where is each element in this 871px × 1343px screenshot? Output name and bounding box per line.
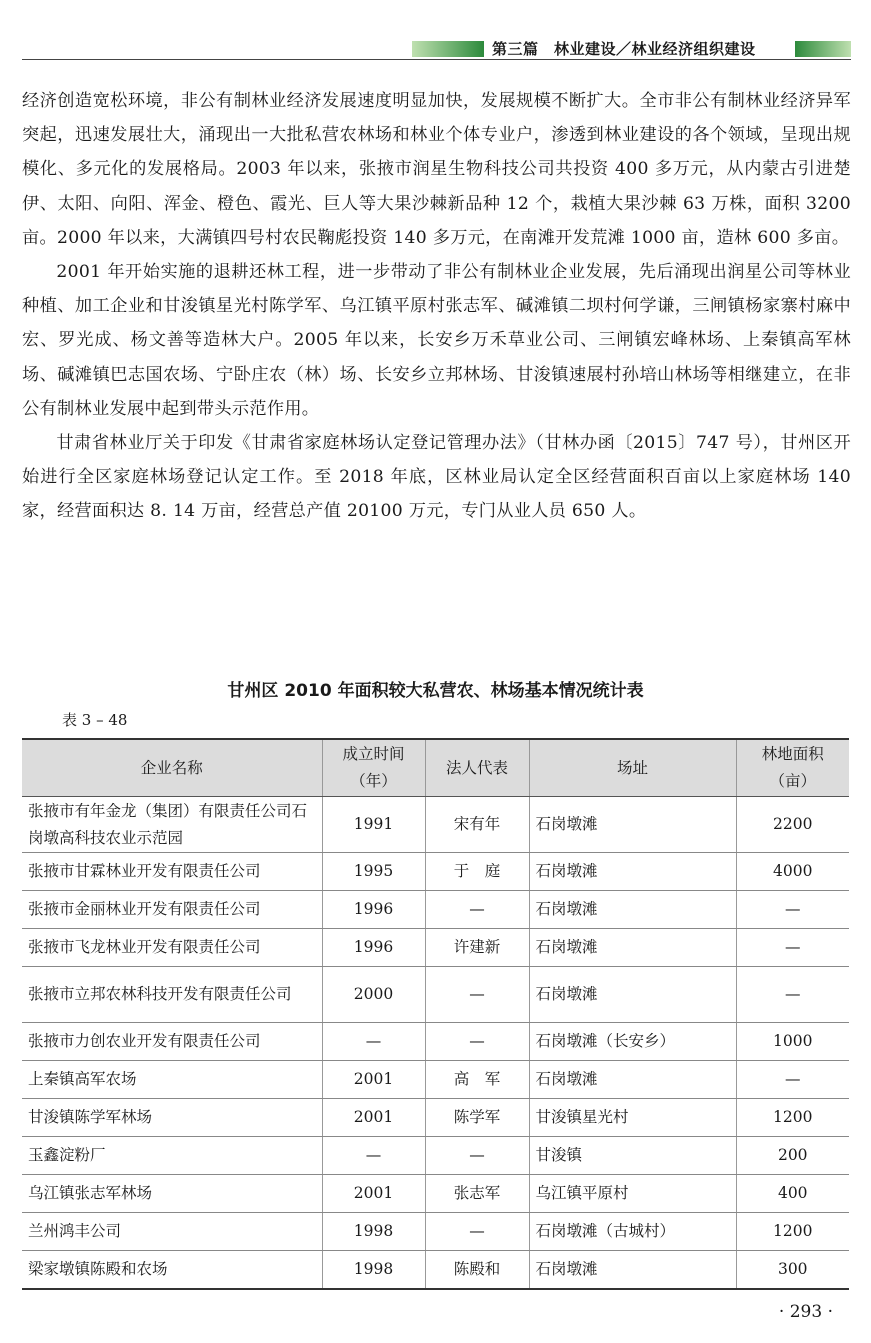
- table-row: 张掖市立邦农林科技开发有限责任公司 2000 — 石岗墩滩 —: [22, 967, 849, 1023]
- statistics-table: [22, 738, 849, 1290]
- header-decor-bar-right: [795, 41, 851, 57]
- table-row: 张掖市有年金龙（集团）有限责任公司石岗墩高科技农业示范园 1991 宋有年 石岗墩滩 2200: [22, 797, 849, 853]
- col-header-rep: 法人代表: [425, 739, 529, 797]
- paragraph-3: 甘肃省林业厅关于印发《甘肃省家庭林场认定登记管理办法》（甘林办函〔2015〕747 号），甘州区开始进行全区家庭林场登记认定工作。至 2018 年底，区林业局认定全区经营面积百亩以上家庭林场 140 家，经营面积达 8. 14 万亩，经营总产值 20100 万元，专门从业人员 650 人。: [22, 433, 851, 522]
- table-number: 表 3 – 48: [62, 711, 128, 729]
- table-row: 梁家墩镇陈殿和农场 1998 陈殿和 石岗墩滩 300: [22, 1251, 849, 1290]
- header-decor-bar-left: [412, 41, 484, 57]
- table-row: 张掖市飞龙林业开发有限责任公司 1996 许建新 石岗墩滩 —: [22, 929, 849, 967]
- table-row: 甘浚镇陈学军林场 2001 陈学军 甘浚镇星光村 1200: [22, 1099, 849, 1137]
- table-row: 上秦镇高军农场 2001 高 军 石岗墩滩 —: [22, 1061, 849, 1099]
- paragraph-2: 2001 年开始实施的退耕还林工程，进一步带动了非公有制林业企业发展，先后涌现出润星公司等林业种植、加工企业和甘浚镇星光村陈学军、乌江镇平原村张志军、碱滩镇二坝村何学谦，三闸镇杨家寨村麻中宏、罗光成、杨文善等造林大户。2005 年以来，长安乡万禾草业公司、三闸镇宏峰林场、上秦镇高军林场、碱滩镇巴志国农场、宁卧庄农（林）场、长安乡立邦林场、甘浚镇速展村孙培山林场等相继建立，在非公有制林业发展中起到带头示范作用。: [22, 262, 851, 419]
- header-rule: [22, 59, 851, 60]
- table-row: 兰州鸿丰公司 1998 — 石岗墩滩（古城村） 1200: [22, 1213, 849, 1251]
- col-header-name: 企业名称: [22, 739, 322, 797]
- col-header-area: 林地面积 （亩）: [736, 739, 849, 797]
- table-row: 玉鑫淀粉厂 — — 甘浚镇 200: [22, 1137, 849, 1175]
- table-title: 甘州区 2010 年面积较大私营农、林场基本情况统计表: [227, 681, 644, 701]
- paragraph-1: 经济创造宽松环境，非公有制林业经济发展速度明显加快，发展规模不断扩大。全市非公有制林业经济异军突起，迅速发展壮大，涌现出一大批私营农林场和林业个体专业户，渗透到林业建设的各个领域，呈现出规模化、多元化的发展格局。2003 年以来，张掖市润星生物科技公司共投资 400 多万元，从内蒙古引进楚伊、太阳、向阳、浑金、橙色、霞光、巨人等大果沙棘新品种 12 个，栽植大果沙棘 63 万株，面积 3200 亩。2000 年以来，大满镇四号村农民鞠彪投资 140 多万元，在南滩开发荒滩 1000 亩，造林 600 多亩。: [22, 91, 851, 248]
- body-text: [22, 84, 851, 529]
- col-header-year: 成立时间 （年）: [322, 739, 425, 797]
- table-row: 张掖市力创农业开发有限责任公司 — — 石岗墩滩（长安乡） 1000: [22, 1023, 849, 1061]
- page-number: · 293 ·: [778, 1302, 833, 1322]
- header-title: 第三篇 林业建设／林业经济组织建设: [492, 40, 756, 58]
- table-row: 张掖市金丽林业开发有限责任公司 1996 — 石岗墩滩 —: [22, 891, 849, 929]
- running-header: [22, 38, 851, 60]
- table-header-row: [22, 739, 849, 797]
- col-header-site: 场址: [529, 739, 736, 797]
- table-row: 张掖市甘霖林业开发有限责任公司 1995 于 庭 石岗墩滩 4000: [22, 853, 849, 891]
- table-row: 乌江镇张志军林场 2001 张志军 乌江镇平原村 400: [22, 1175, 849, 1213]
